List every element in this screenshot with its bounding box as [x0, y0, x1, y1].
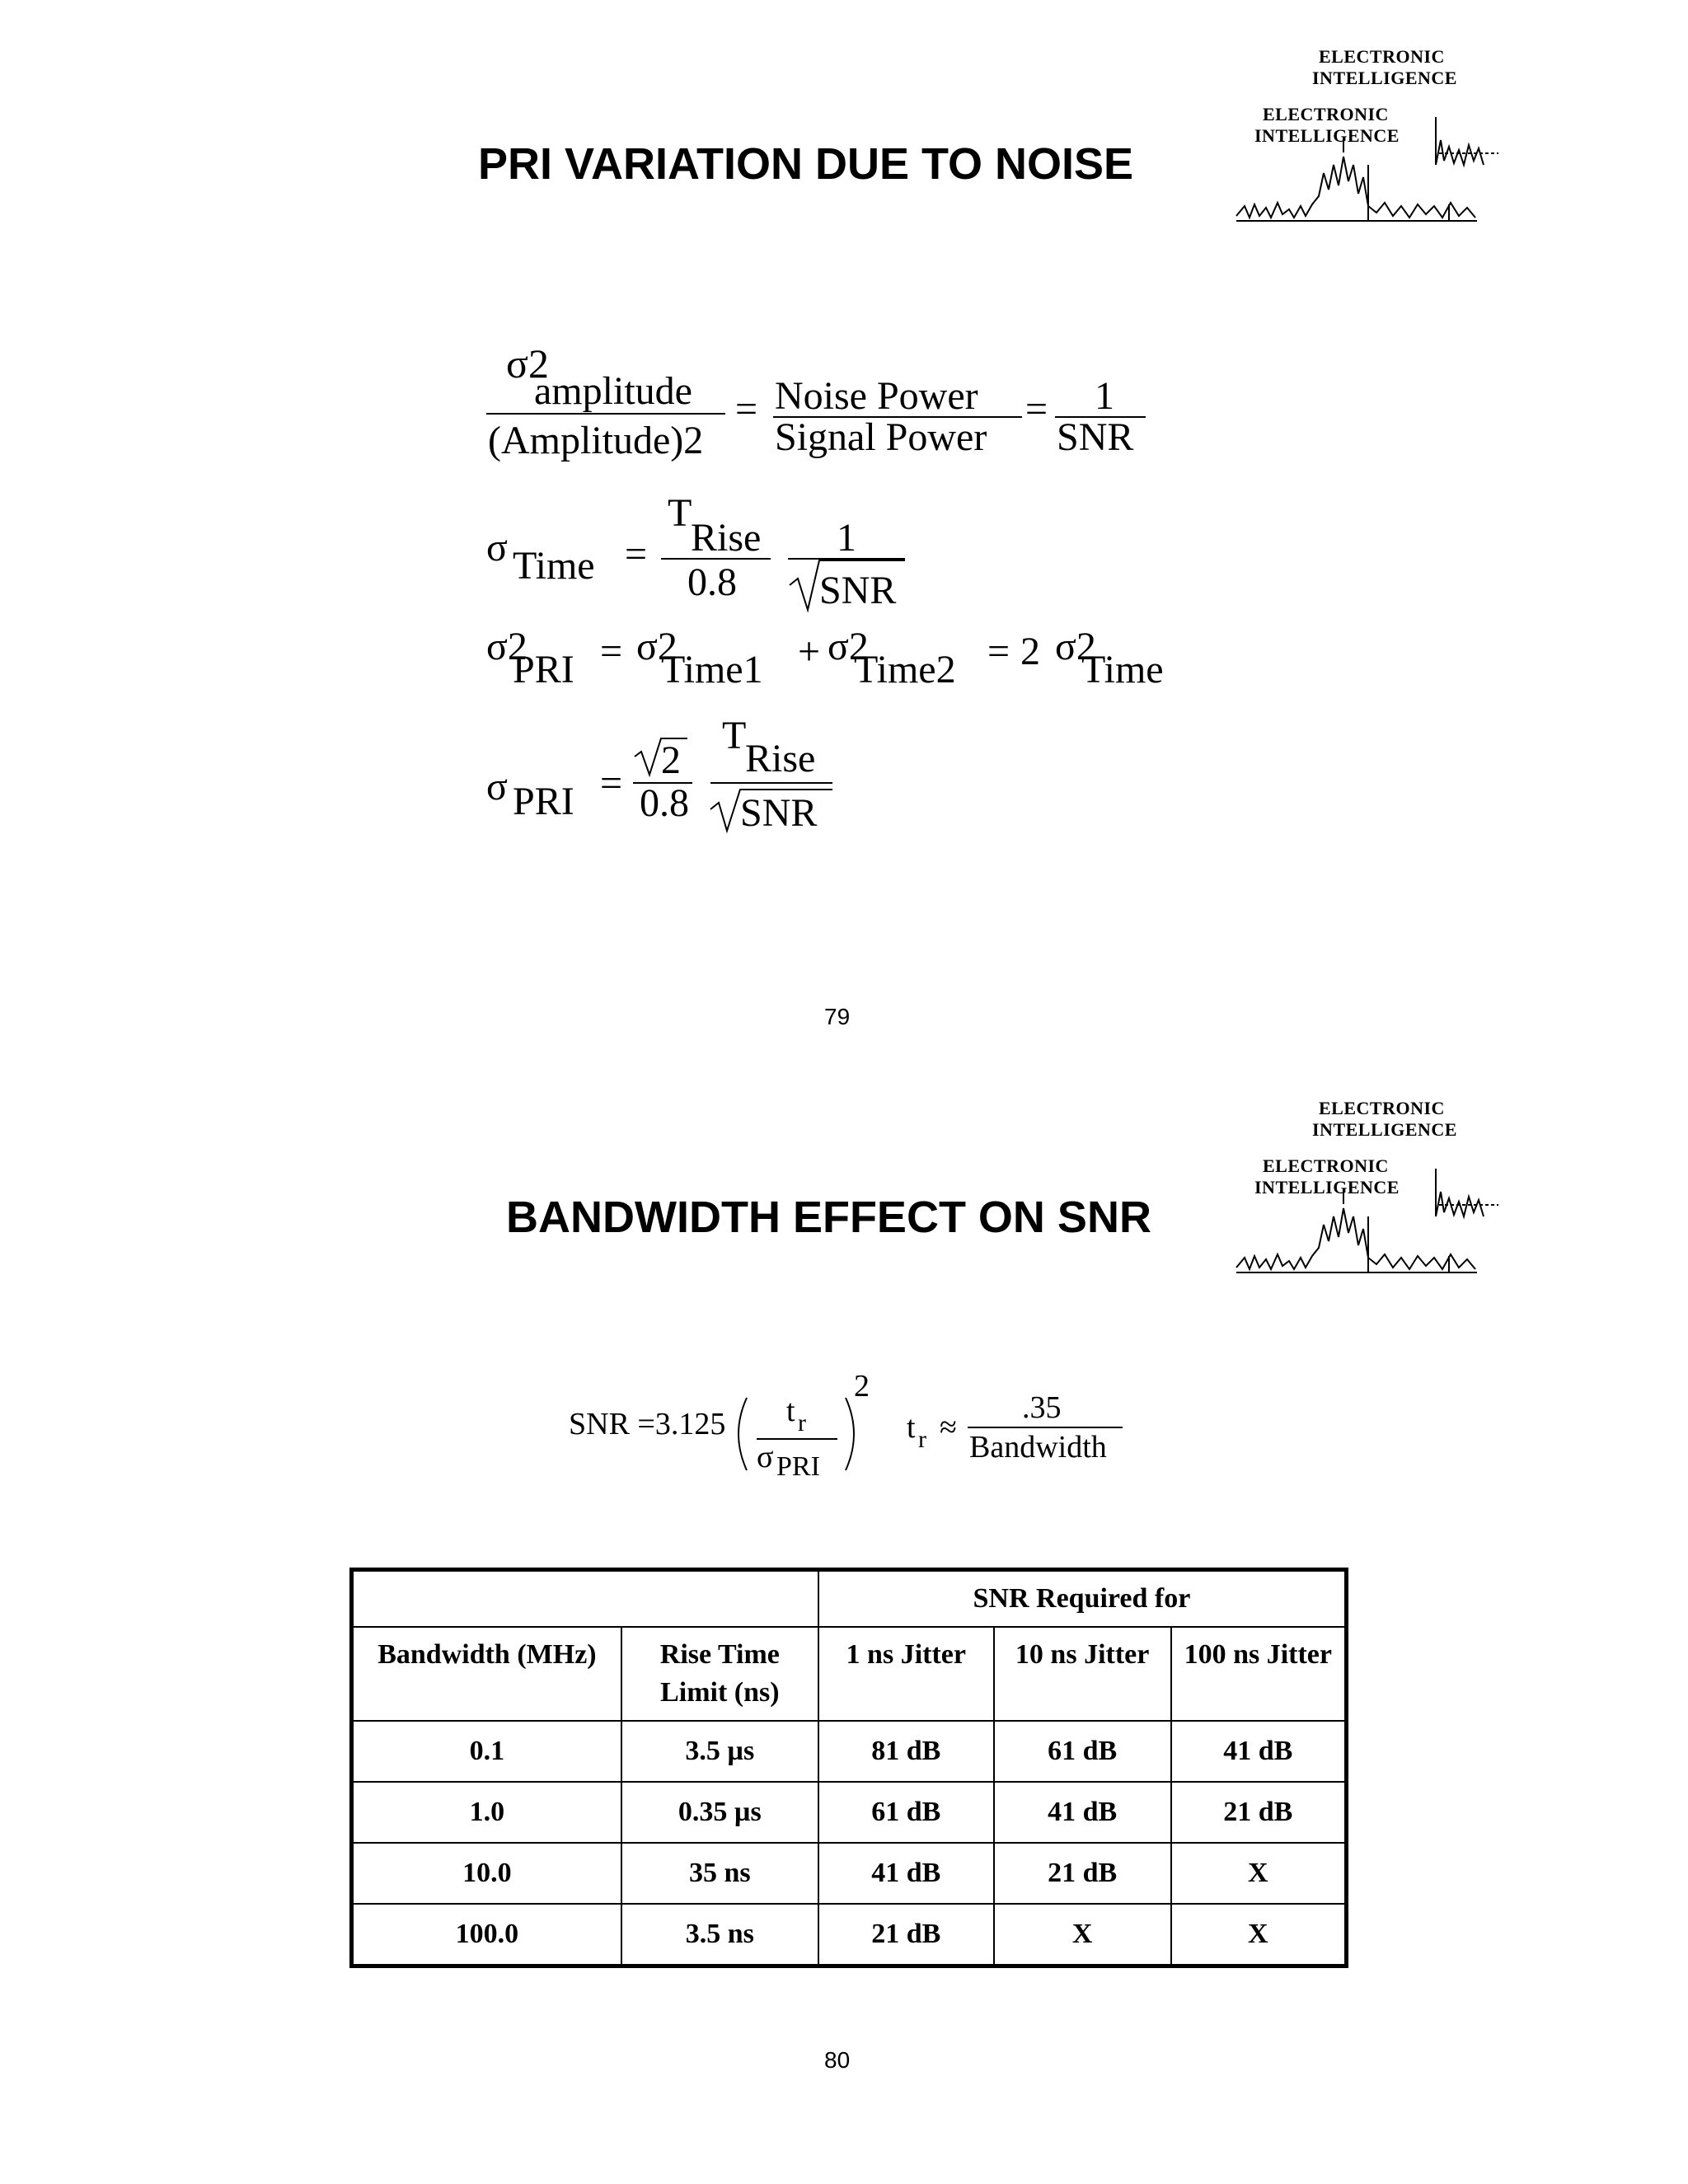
- electronic-intelligence-logo-2: ELECTRONIC INTELLIGENCE ELECTRONIC INTELLIGENCE: [1220, 1093, 1517, 1282]
- svg-text:σ2: σ2: [486, 625, 528, 668]
- svg-text:σ: σ: [486, 765, 508, 808]
- svg-text:PRI: PRI: [513, 648, 574, 691]
- signal-noise-icon: [1220, 41, 1517, 231]
- svg-text:2: 2: [1020, 630, 1040, 673]
- svg-text:amplitude: amplitude: [534, 369, 692, 413]
- svg-text:=: =: [600, 762, 623, 805]
- svg-text:σ: σ: [757, 1440, 774, 1474]
- svg-text:t: t: [786, 1394, 795, 1428]
- table-empty-cell: [352, 1570, 818, 1627]
- svg-text:(Amplitude)2: (Amplitude)2: [488, 419, 704, 462]
- page-number-80: 80: [824, 2047, 851, 2073]
- snr-formula-svg: [569, 1366, 1146, 1482]
- svg-text:SNR: SNR: [1057, 415, 1134, 459]
- pri-equations: [486, 338, 1228, 849]
- slide-title-pri-variation: PRI VARIATION DUE TO NOISE: [478, 139, 1134, 189]
- header-bandwidth: Bandwidth (MHz): [352, 1627, 621, 1721]
- equation-sigma-time: [486, 491, 905, 612]
- svg-text:=: =: [987, 630, 1010, 673]
- svg-text:r: r: [918, 1426, 926, 1453]
- svg-text:Rise: Rise: [745, 737, 816, 780]
- svg-text:SNR: SNR: [740, 791, 818, 835]
- svg-text:Time: Time: [513, 544, 595, 588]
- svg-text:T: T: [668, 491, 692, 535]
- svg-text:Time: Time: [1081, 648, 1164, 691]
- svg-text:1: 1: [837, 516, 856, 560]
- svg-text:=: =: [735, 387, 758, 431]
- svg-text:SNR =3.125: SNR =3.125: [569, 1407, 726, 1441]
- svg-text:SNR: SNR: [819, 569, 897, 612]
- page-number-79: 79: [824, 1004, 851, 1029]
- electronic-intelligence-logo: ELECTRONIC INTELLIGENCE ELECTRONIC INTELLIGENCE: [1220, 41, 1517, 231]
- snr-table-wrapper: [349, 1568, 1348, 1968]
- svg-text:.35: .35: [1022, 1390, 1062, 1425]
- svg-text:Noise Power: Noise Power: [775, 374, 978, 418]
- svg-text:σ2: σ2: [636, 625, 678, 668]
- svg-text:2: 2: [854, 1369, 870, 1404]
- table-group-header: SNR Required for: [818, 1570, 1347, 1627]
- svg-text:Time2: Time2: [854, 648, 956, 691]
- table-row: 1.0 0.35 µs 61 dB 41 dB 21 dB: [352, 1782, 1347, 1843]
- svg-text:1: 1: [1095, 374, 1114, 418]
- svg-text:PRI: PRI: [513, 780, 574, 823]
- svg-text:=: =: [600, 630, 623, 673]
- svg-text:Rise: Rise: [691, 516, 762, 560]
- svg-text:σ2: σ2: [1055, 625, 1096, 668]
- header-100ns-jitter: 100 ns Jitter: [1171, 1627, 1347, 1721]
- equation-sigma-pri-squared: [486, 625, 1164, 691]
- svg-text:σ2: σ2: [506, 340, 549, 387]
- svg-text:≈: ≈: [940, 1410, 957, 1445]
- header-10ns-jitter: 10 ns Jitter: [994, 1627, 1171, 1721]
- signal-noise-icon: [1220, 1093, 1517, 1282]
- svg-text:=: =: [625, 532, 648, 576]
- header-rise-time: Rise Time Limit (ns): [621, 1627, 818, 1721]
- svg-text:2: 2: [661, 738, 681, 782]
- svg-text:Signal Power: Signal Power: [775, 415, 987, 459]
- svg-text:=: =: [1025, 387, 1048, 431]
- snr-requirements-table: [349, 1568, 1348, 1968]
- equation-noise-ratio: [486, 340, 1146, 462]
- equation-sigma-pri: [486, 714, 832, 835]
- svg-text:0.8: 0.8: [640, 781, 689, 825]
- svg-text:T: T: [722, 714, 747, 757]
- table-row: 100.0 3.5 ns 21 dB X X: [352, 1904, 1347, 1966]
- svg-text:σ: σ: [486, 526, 508, 569]
- table-group-header-row: [352, 1570, 1347, 1627]
- table-row: 10.0 35 ns 41 dB 21 dB X: [352, 1843, 1347, 1904]
- table-header-row: [352, 1627, 1347, 1721]
- svg-text:+: +: [798, 630, 821, 673]
- svg-text:Time1: Time1: [661, 648, 763, 691]
- svg-text:0.8: 0.8: [687, 560, 737, 604]
- table-row: 0.1 3.5 µs 81 dB 61 dB 41 dB: [352, 1721, 1347, 1782]
- svg-text:t: t: [907, 1410, 916, 1445]
- header-1ns-jitter: 1 ns Jitter: [818, 1627, 994, 1721]
- svg-text:Bandwidth: Bandwidth: [969, 1430, 1107, 1465]
- equation-block: [486, 338, 1228, 853]
- svg-text:σ2: σ2: [828, 625, 869, 668]
- svg-text:PRI: PRI: [776, 1451, 820, 1482]
- snr-formula: [569, 1366, 1146, 1486]
- svg-text:r: r: [798, 1409, 806, 1436]
- slide-title-bandwidth-effect: BANDWIDTH EFFECT ON SNR: [506, 1193, 1151, 1242]
